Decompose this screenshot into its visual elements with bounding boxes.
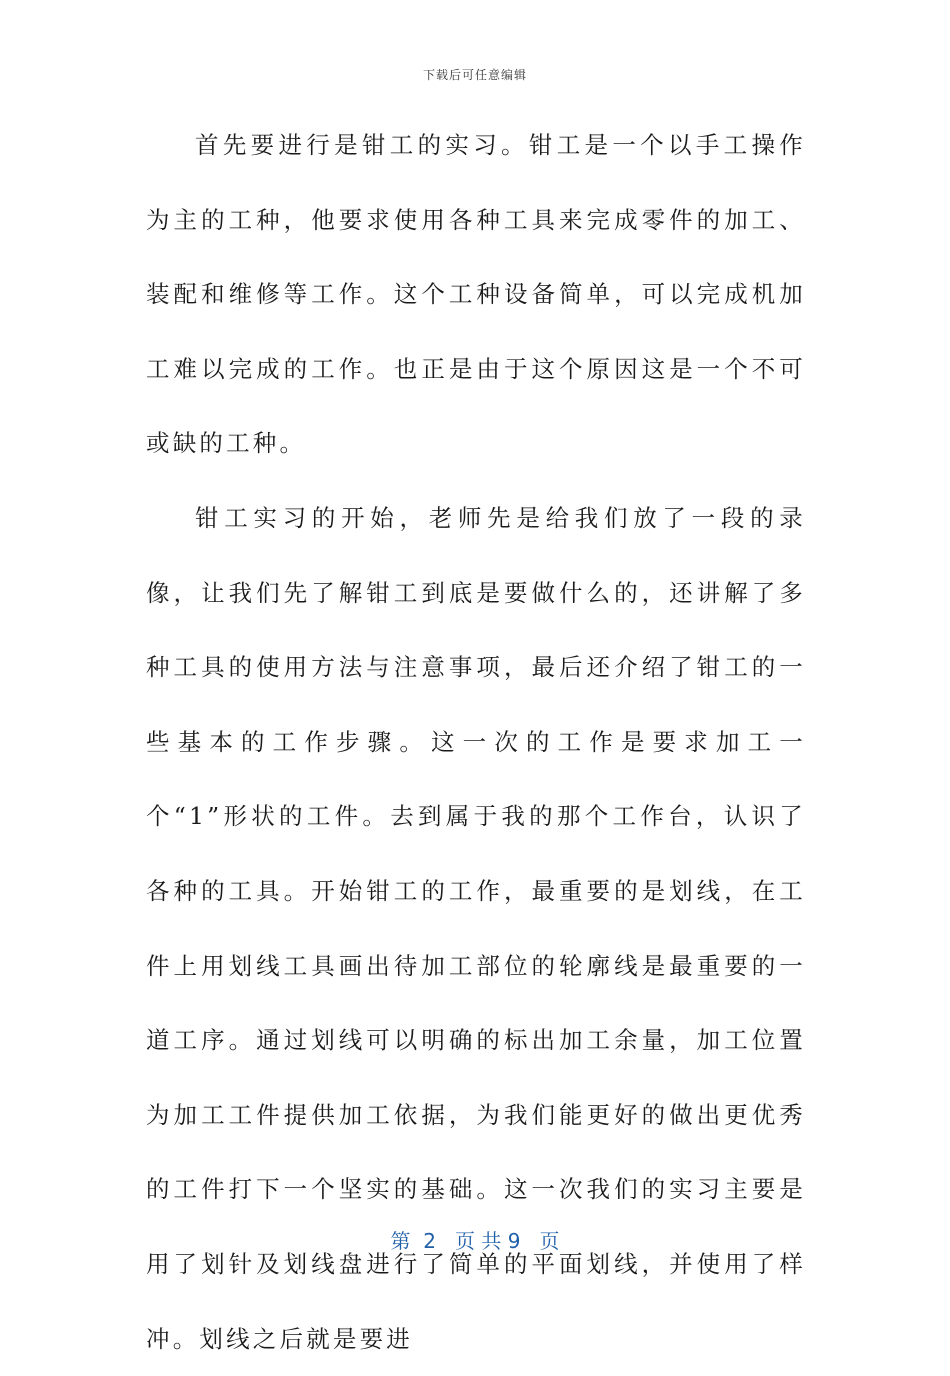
document-body [146,108,806,1376]
page-header: 下载后可任意编辑 [422,68,527,82]
paragraph-1: 首先要进行是钳工的实习。钳工是一个以手工操作为主的工种，他要求使用各种工具来完成零件的加工、装配和维修等工作。这个工种设备简单，可以完成机加工难以完成的工作。也正是由于这个原因这是一个不可或缺的工种。 [146,131,806,458]
page-number-footer: 第 2 页 共 9 页 [390,1229,560,1253]
paragraph-2: 钳工实习的开始，老师先是给我们放了一段的录像，让我们先了解钳工到底是要做什么的，还讲解了多种工具的使用方法与注意事项，最后还介绍了钳工的一些基本的工作步骤。这一次的工作是要求加工一个“1”形状的工件。去到属于我的那个工作台，认识了各种的工具。开始钳工的工作，最重要的是划线，在工件上用划线工具画出待加工部位的轮廓线是最重要的一道工序。通过划线可以明确的标出加工余量，加工位置为加工工件提供加工依据，为我们能更好的做出更优秀的工件打下一个坚实的基础。这一次我们的实习主要是用了划针及划线盘进行了简单的平面划线，并使用了样冲。划线之后就是要进 [146,503,806,1353]
